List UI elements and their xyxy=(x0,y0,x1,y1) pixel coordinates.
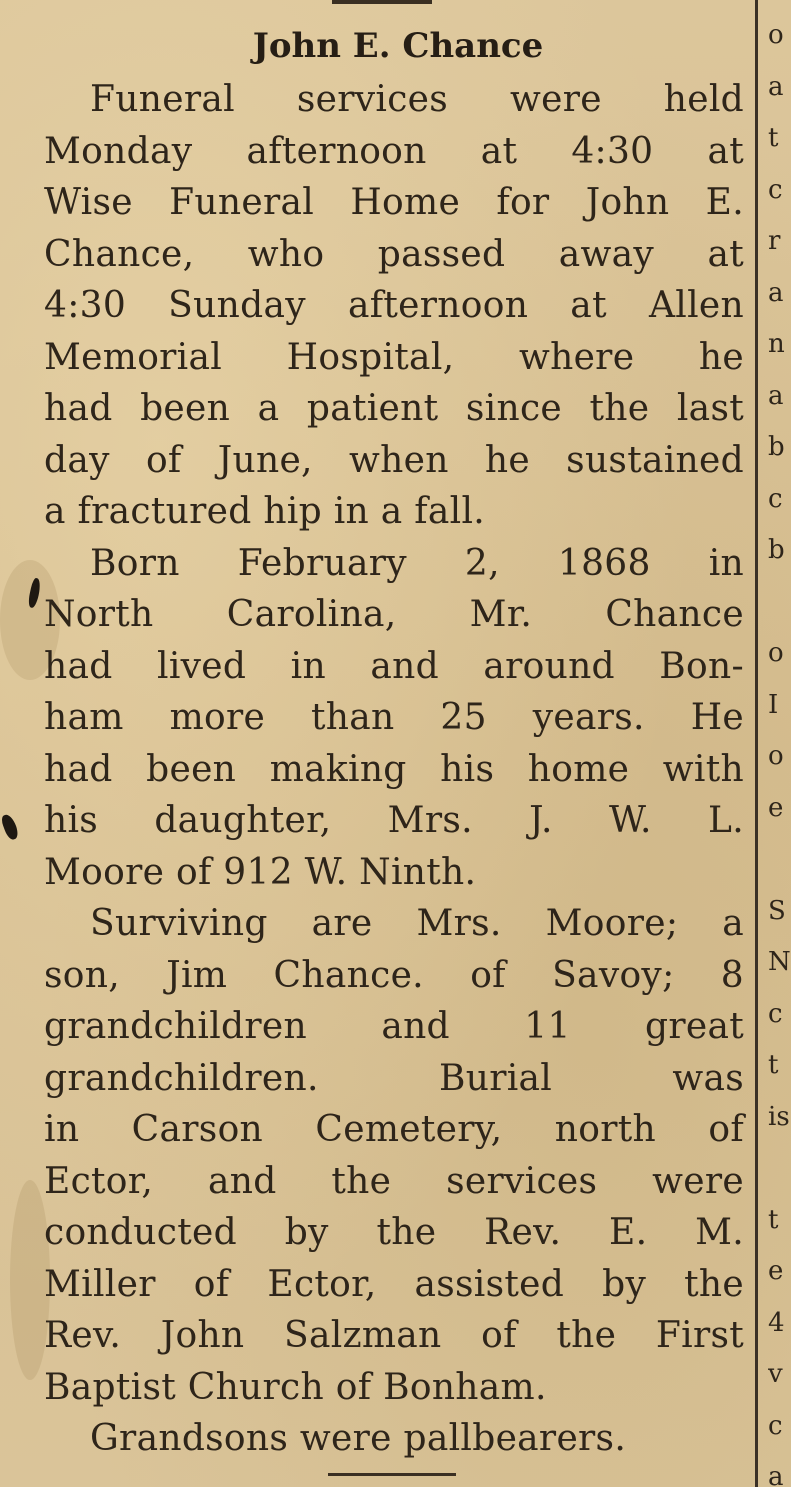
text-line: ham more than 25 years. He xyxy=(44,697,744,738)
adjacent-column-fragment: N xyxy=(768,947,791,977)
obituary-article xyxy=(44,18,744,1465)
text-line: Surviving are Mrs. Moore; a xyxy=(90,903,744,944)
text-line: Born February 2, 1868 in xyxy=(90,542,744,584)
adjacent-column-fragment: S xyxy=(768,895,786,926)
bottom-divider-rule xyxy=(328,1473,456,1476)
text-line: had lived in and around Bon- xyxy=(44,645,744,687)
article-headline: John E. Chance xyxy=(252,26,544,66)
adjacent-column-fragment: I xyxy=(768,689,779,720)
adjacent-column-fragment: is xyxy=(768,1101,790,1132)
adjacent-column-fragment: n xyxy=(768,329,785,359)
text-line: conducted by the Rev. E. M. xyxy=(44,1212,744,1253)
adjacent-column-fragment: a xyxy=(768,1462,784,1487)
adjacent-column-fragment: 4 xyxy=(768,1307,785,1338)
adjacent-column-fragments xyxy=(768,10,791,1487)
text-line: Monday afternoon at 4:30 at xyxy=(44,130,744,172)
top-divider-rule xyxy=(332,0,432,4)
text-line: Moore of 912 W. Ninth. xyxy=(44,851,477,893)
text-line: day of June, when he sustained xyxy=(44,439,744,481)
adjacent-column-fragment: e xyxy=(768,792,784,823)
adjacent-column-fragment: c xyxy=(768,483,783,514)
adjacent-column-fragment xyxy=(768,1143,791,1195)
adjacent-column-fragment: t xyxy=(768,1204,779,1235)
text-line: Rev. John Salzman of the First xyxy=(44,1315,744,1356)
adjacent-column-fragment: b xyxy=(768,535,785,565)
adjacent-column-fragment: t xyxy=(768,123,779,153)
adjacent-column-fragment xyxy=(768,834,791,886)
adjacent-column-fragment: a xyxy=(768,380,784,411)
text-line: his daughter, Mrs. J. W. L. xyxy=(44,800,744,841)
text-line: Baptist Church of Bonham. xyxy=(44,1366,547,1408)
text-line: a fractured hip in a fall. xyxy=(44,491,486,532)
article-paragraph xyxy=(44,898,744,1413)
text-line: Memorial Hospital, where he xyxy=(44,336,744,378)
adjacent-column-fragment: a xyxy=(768,71,784,102)
text-line: had been a patient since the last xyxy=(44,388,744,429)
article-body xyxy=(44,74,744,1465)
text-line: Funeral services were held xyxy=(90,79,744,120)
adjacent-column-fragment: c xyxy=(768,998,783,1029)
adjacent-column-fragment: o xyxy=(768,741,784,771)
text-line: Chance, who passed away at xyxy=(44,233,744,275)
adjacent-column-fragment: c xyxy=(768,174,783,205)
article-paragraph xyxy=(44,538,744,899)
text-line: Grandsons were pallbearers. xyxy=(90,1418,627,1459)
text-line: in Carson Cemetery, north of xyxy=(44,1109,744,1150)
text-line: Ector, and the services were xyxy=(44,1160,744,1202)
adjacent-column-fragment: v xyxy=(768,1359,783,1389)
article-paragraph xyxy=(44,74,744,538)
adjacent-column-fragment xyxy=(768,577,791,629)
adjacent-column-fragment: o xyxy=(768,638,784,668)
text-line: had been making his home with xyxy=(44,748,744,790)
ink-blot xyxy=(0,813,20,842)
adjacent-column-fragment: b xyxy=(768,432,785,462)
adjacent-column-fragment: o xyxy=(768,20,784,50)
text-line: Wise Funeral Home for John E. xyxy=(44,182,744,223)
text-line: son, Jim Chance. of Savoy; 8 xyxy=(44,954,744,996)
text-line: grandchildren. Burial was xyxy=(44,1057,744,1099)
adjacent-column-fragment: a xyxy=(768,277,784,308)
adjacent-column-fragment: e xyxy=(768,1256,784,1286)
adjacent-column-fragment: c xyxy=(768,1410,783,1441)
text-line: 4:30 Sunday afternoon at Allen xyxy=(44,285,744,326)
article-paragraph xyxy=(44,1413,744,1465)
adjacent-column-fragment: t xyxy=(768,1050,779,1080)
text-line: grandchildren and 11 great xyxy=(44,1006,744,1047)
adjacent-column-fragment: r xyxy=(768,226,781,256)
column-divider-rule xyxy=(755,0,758,1487)
text-line: Miller of Ector, assisted by the xyxy=(44,1263,744,1305)
text-line: North Carolina, Mr. Chance xyxy=(44,594,744,635)
